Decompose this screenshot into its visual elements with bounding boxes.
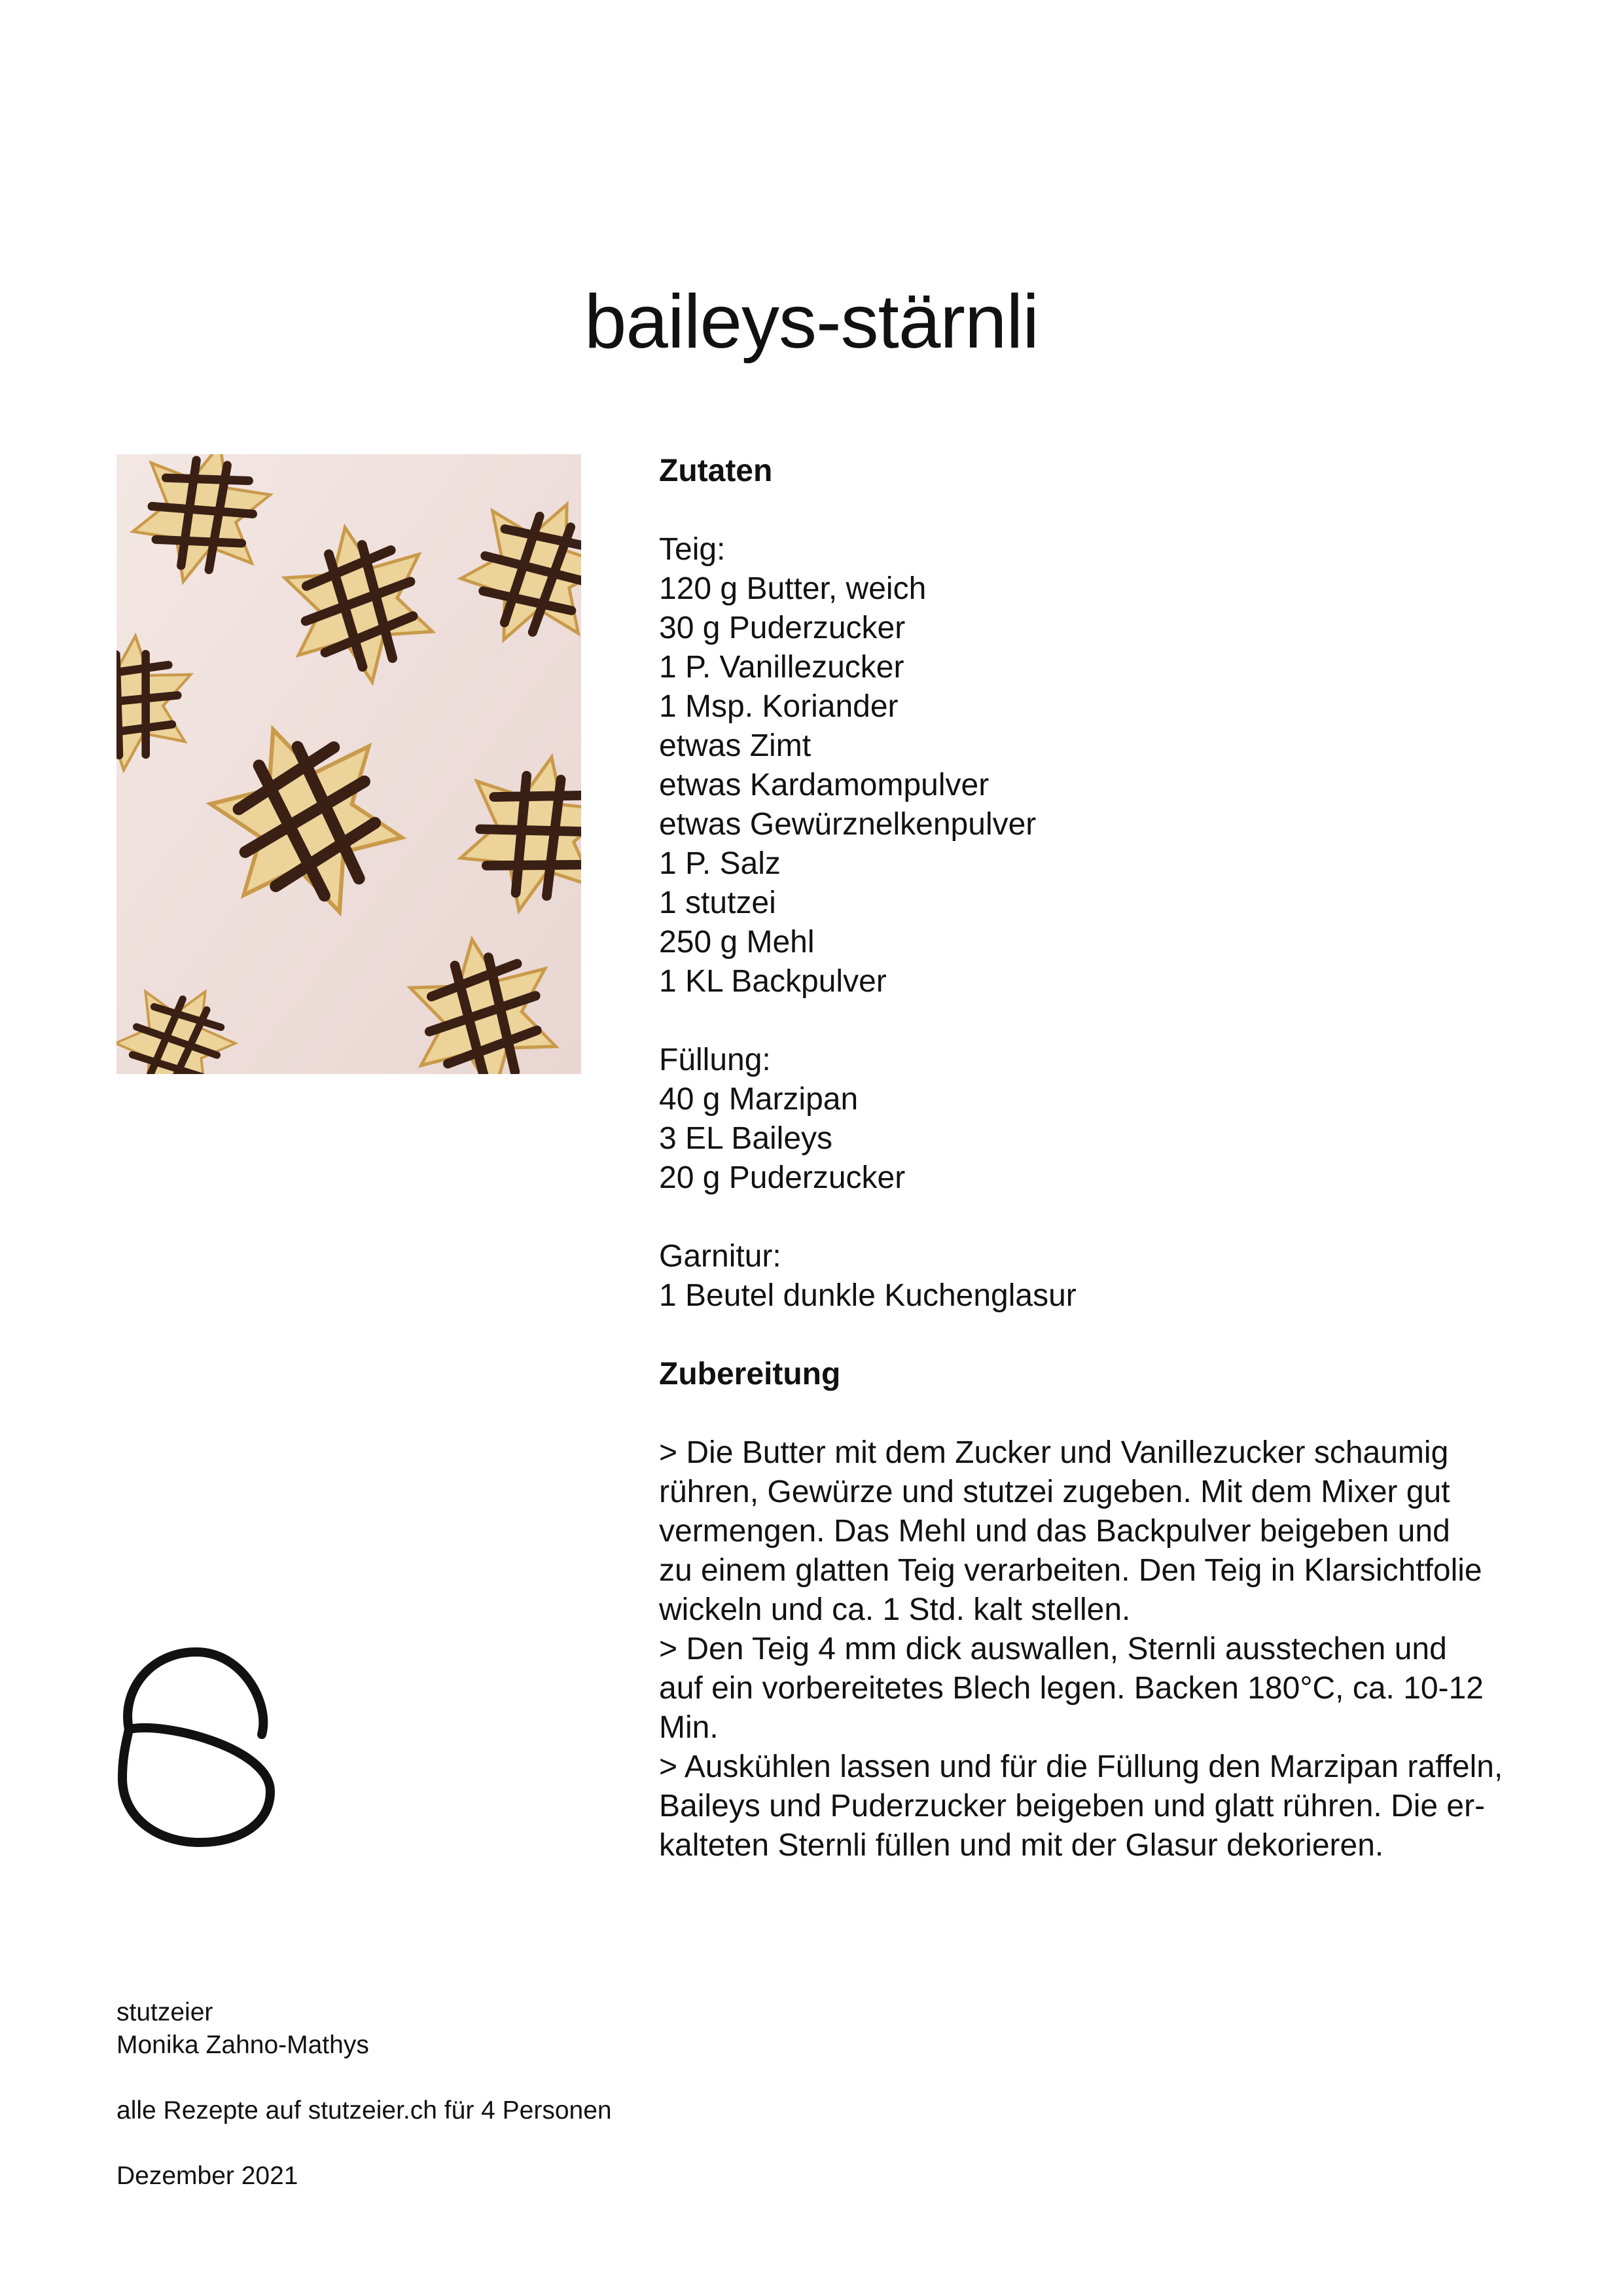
- cookie-photo: [116, 454, 581, 1074]
- ingredient-item: 30 g Puderzucker: [659, 611, 906, 645]
- footer-note: alle Rezepte auf stutzeier.ch für 4 Personen: [116, 2096, 612, 2125]
- footer-author: Monika Zahno-Mathys: [116, 2031, 369, 2059]
- star-cookies-image: [116, 454, 581, 1074]
- filling-label: Füllung:: [659, 1043, 771, 1077]
- garnish-label: Garnitur:: [659, 1239, 781, 1274]
- preparation-line: kalteten Sternli füllen und mit der Glasur dekorieren.: [659, 1828, 1384, 1863]
- preparation-line: Min.: [659, 1710, 719, 1745]
- preparation-line: zu einem glatten Teig verarbeiten. Den Teig in Klarsichtfolie: [659, 1553, 1482, 1588]
- ingredient-item: 20 g Puderzucker: [659, 1160, 906, 1195]
- ingredient-item: 1 KL Backpulver: [659, 964, 887, 999]
- ingredient-item: 1 stutzei: [659, 886, 776, 920]
- ingredient-item: 1 P. Vanillezucker: [659, 650, 904, 685]
- ingredient-item: 250 g Mehl: [659, 925, 815, 960]
- ingredient-item: 1 P. Salz: [659, 846, 781, 881]
- stutzeier-s-logo-icon: [115, 1644, 278, 1850]
- ingredient-item: etwas Kardamompulver: [659, 768, 990, 802]
- ingredient-item: etwas Zimt: [659, 728, 812, 763]
- ingredient-item: 3 EL Baileys: [659, 1121, 833, 1156]
- ingredients-heading: Zutaten: [659, 454, 773, 488]
- preparation-line: vermengen. Das Mehl und das Backpulver beigeben und: [659, 1514, 1450, 1549]
- preparation-line: wickeln und ca. 1 Std. kalt stellen.: [659, 1592, 1131, 1627]
- recipe-text: [659, 452, 1523, 1865]
- preparation-heading: Zubereitung: [659, 1357, 841, 1391]
- ingredient-item: 40 g Marzipan: [659, 1082, 859, 1117]
- preparation-line: > Die Butter mit dem Zucker und Vanillezucker schaumig: [659, 1435, 1449, 1470]
- ingredient-item: etwas Gewürznelkenpulver: [659, 807, 1037, 842]
- preparation-line: rühren, Gewürze und stutzei zugeben. Mit dem Mixer gut: [659, 1475, 1450, 1509]
- ingredient-item: 1 Beutel dunkle Kuchenglasur: [659, 1278, 1077, 1313]
- dough-label: Teig:: [659, 532, 726, 567]
- footer-date: Dezember 2021: [116, 2162, 298, 2190]
- preparation-line: auf ein vorbereitetes Blech legen. Backen 180°C, ca. 10-12: [659, 1671, 1484, 1706]
- ingredient-item: 1 Msp. Koriander: [659, 689, 899, 724]
- preparation-line: > Den Teig 4 mm dick auswallen, Sternli ausstechen und: [659, 1632, 1447, 1666]
- page-title: baileys-stärnli: [584, 278, 1039, 364]
- footer-brand: stutzeier: [116, 1998, 213, 2026]
- preparation-line: Baileys und Puderzucker beigeben und glatt rühren. Die er-: [659, 1789, 1486, 1823]
- ingredient-item: 120 g Butter, weich: [659, 571, 927, 606]
- footer: [116, 1996, 612, 2193]
- preparation-line: > Auskühlen lassen und für die Füllung den Marzipan raffeln,: [659, 1749, 1503, 1784]
